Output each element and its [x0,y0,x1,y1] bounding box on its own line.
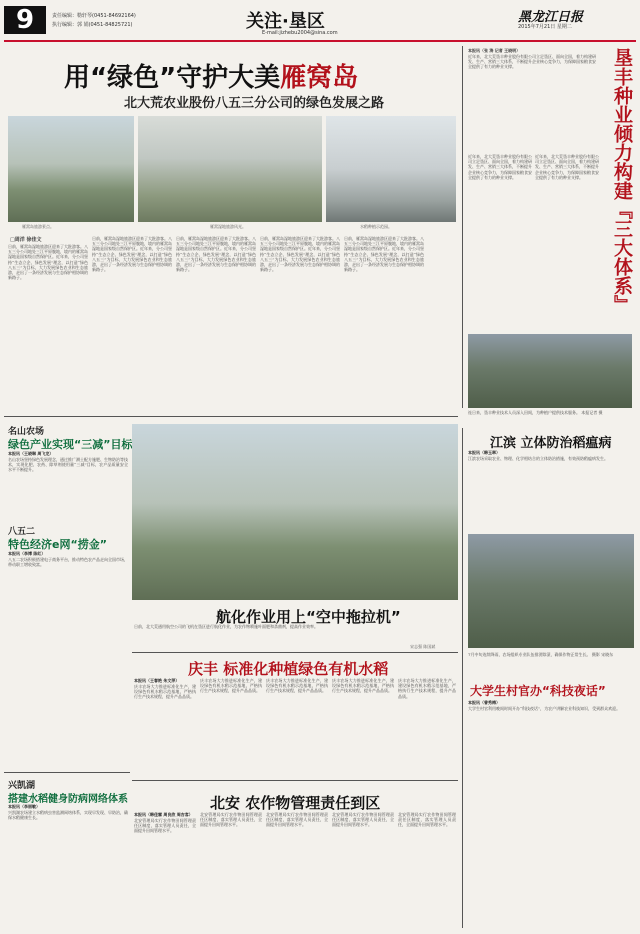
news-5-body: 兴凯湖农场建立水稻病虫害监测网络体系，实现早发现、早防治，确保水稻健康生长。 [8,810,128,821]
masthead: 黑龙江日报 [518,10,584,25]
side-body-col-1: 近年来，北大荒垦丰种业股份有限公司立足垦区、面向全国，着力构建研发、生产、营销三大体系，不断提升企业核心竞争力，为保障国家粮食安全提供了有力的种业支撑。 [468,154,532,180]
side-body-col-2: 近年来，北大荒垦丰种业股份有限公司立足垦区、面向全国，着力构建研发、生产、营销三大体系，不断提升企业核心竞争力，为保障国家粮食安全提供了有力的种业支撑。 [535,154,599,180]
news-8-body: 大学生村官利用晚间时间开办“科技夜话”，为农户讲解农业科技知识，受到群众欢迎。 [468,706,621,711]
news-5-title: 搭建水稻健身防病网络体系 [8,794,128,805]
main-headline-part-a: 用“绿色”守护大美 [64,63,281,93]
news-4-title: 庆丰 标准化种植绿色有机水稻 [188,660,389,678]
news-4-body-col-1: 庆丰农场大力推进标准化生产，建设绿色有机水稻示范基地，严格执行生产技术规程，提升产品品质。 [134,684,196,700]
editor-line-1: 责任编辑：勒轩琴(0451-84692164) [52,13,136,19]
news-3-title: 航化作业用上“空中拖拉机” [216,608,401,626]
email: E-mail:jizhebu2004@sina.com [262,30,338,36]
news-7-byline: 本报讯（韩玉翠） [468,450,500,455]
divider-4 [132,780,458,781]
divider-2 [132,652,458,653]
news-8-byline: 本报讯（曾秀梅） [468,700,500,705]
news-6-body-col-4: 北安管理局实行农作物田间管理责任区制度，落实管理人员责任，全面提升田间管理水平。 [332,812,394,828]
main-body-col-4: 日前，雁窝岛湿地旅游区迎来了大批游客。八五三分公司地处三江平原腹地，境内的雁窝岛湿地是国家级自然保护区。近年来，分公司坚持“生态立企、绿色发展”理念，以打造“绿色八五三”为目标，大力发展绿色农业和生态旅游，走出了一条经济发展与生态保护相协调的新路子。 [260,236,340,273]
divider-1 [4,416,458,417]
photo-wetland [138,116,322,222]
news-6-byline: 本报讯（韩佳霖 周良欣 周吉客） [134,812,193,817]
news-4-body-col-2: 庆丰农场大力推进标准化生产，建设绿色有机水稻示范基地，严格执行生产技术规程，提升产品品质。 [200,678,262,694]
main-body-col-1: 日前，雁窝岛湿地旅游区迎来了大批游客。八五三分公司地处三江平原腹地，境内的雁窝岛湿地是国家级自然保护区。近年来，分公司坚持“生态立企、绿色发展”理念，以打造“绿色八五三”为目标，大力发展绿色农业和生态旅游，走出了一条经济发展与生态保护相协调的新路子。 [8,244,88,281]
photo-rice-field [326,116,456,222]
photo-caption-1: 雁窝岛旅游景点。 [22,224,54,229]
divider-3 [4,772,130,773]
column-rule-2 [462,428,463,928]
news-2-title: 特色经济e网“捞金” [8,538,107,551]
news-4-body-col-4: 庆丰农场大力推进标准化生产，建设绿色有机水稻示范基地，严格执行生产技术规程，提升产品品质。 [332,678,394,694]
news-1-area: 名山农场 [8,427,45,437]
photo-caption-2: 雁窝湿地旅游风光。 [210,224,246,229]
photo-caption-3: 水稻种植示范园。 [360,224,392,229]
editor-line-2: 执行编辑：郭 娟(0451-84825721) [52,22,133,28]
news-5-byline: 本报讯（李丽敏） [8,804,40,809]
photo-drainage [468,534,634,648]
column-rule [462,46,463,408]
main-byline: □周洋 徐佳文 [10,237,42,243]
news-1-body: 名山农场坚持绿色发展理念，通过推广测土配方施肥、生物防治等技术，实现化肥、农药、除草剂使用量“三减”目标，农产品质量安全水平不断提升。 [8,457,128,473]
news-6-body-col-2: 北安管理局实行农作物田间管理责任区制度，落实管理人员责任，全面提升田间管理水平。 [200,812,262,828]
news-6-title: 北安 农作物管理责任到区 [210,794,381,812]
news-6-body-col-3: 北安管理局实行农作物田间管理责任区制度，落实管理人员责任，全面提升田间管理水平。 [266,812,328,828]
side-body-top: 近年来，北大荒垦丰种业股份有限公司立足垦区、面向全国，着力构建研发、生产、营销三大体系，不断提升企业核心竞争力，为保障国家粮食安全提供了有力的种业支撑。 [468,54,596,70]
photo-seed-technicians [468,334,632,408]
main-subhead: 北大荒农业股份八五三分公司的绿色发展之路 [124,96,385,111]
news-3-credit: 宋志强 陈国斌 [410,644,436,649]
news-6-body-col-5: 北安管理局实行农作物田间管理责任区制度，落实管理人员责任，全面提升田间管理水平。 [398,812,456,828]
news-8-photo-caption: 7月中旬连续降雨，农场组织专业队伍排涝除渍，确保作物正常生长。 摄影 宋晓东 [468,652,614,657]
main-body-col-5: 日前，雁窝岛湿地旅游区迎来了大批游客。八五三分公司地处三江平原腹地，境内的雁窝岛湿地是国家级自然保护区。近年来，分公司坚持“生态立企、绿色发展”理念，以打造“绿色八五三”为目标，大力发展绿色农业和生态旅游，走出了一条经济发展与生态保护相协调的新路子。 [344,236,424,273]
main-body-col-3: 日前，雁窝岛湿地旅游区迎来了大批游客。八五三分公司地处三江平原腹地，境内的雁窝岛湿地是国家级自然保护区。近年来，分公司坚持“生态立企、绿色发展”理念，以打造“绿色八五三”为目标，大力发展绿色农业和生态旅游，走出了一条经济发展与生态保护相协调的新路子。 [176,236,256,273]
news-4-byline: 本报讯（王春艳 朱文萍） [134,678,180,683]
news-2-byline: 本报讯（李博 陈红） [8,551,46,556]
section-title: 关注·垦区 [246,11,325,32]
news-8-title: 大学生村官办“科技夜话” [470,684,606,698]
news-3-caption: 日前，北大荒通用航空公司的飞机在垦区进行航化作业，为农作物喷施叶面肥和杀菌剂，提高作业效率。 [134,624,318,629]
issue-date: 2015年7月21日 星期二 [518,24,572,30]
news-7-body: 江滨农场采取农业、物理、化学相结合的立体防治措施，有效预防稻瘟病发生。 [468,456,608,461]
side-photo-caption: 连日来，垦丰种业技术人员深入田间，为种植户提供技术服务。 本报记者 摄 [468,410,603,415]
side-feature-title: 垦丰种业倾力构建『三大体系』 [611,48,633,314]
news-7-title: 江滨 立体防治稻瘟病 [490,436,612,451]
news-2-body: 八五二农场积极搭建电子商务平台，推动特色农产品走向全国市场，带动职工增收致富。 [8,557,128,568]
side-byline: 本报讯（张 涛 记者 王晓明） [468,48,521,53]
main-headline-part-b: 雁窝岛 [280,63,359,93]
news-1-byline: 本报讯（王晓琳 周飞龙） [8,451,54,456]
news-6-body-col-1: 北安管理局实行农作物田间管理责任区制度，落实管理人员责任，全面提升田间管理水平。 [134,818,196,834]
news-2-area: 八五二 [8,527,36,537]
news-1-title: 绿色产业实现“三减”目标 [8,438,133,451]
news-5-area: 兴凯湖 [8,781,36,791]
page-number: 9 [4,6,46,34]
news-4-body-col-3: 庆丰农场大力推进标准化生产，建设绿色有机水稻示范基地，严格执行生产技术规程，提升产品品质。 [266,678,328,694]
header-rule [4,40,636,42]
main-body-col-2: 日前，雁窝岛湿地旅游区迎来了大批游客。八五三分公司地处三江平原腹地，境内的雁窝岛湿地是国家级自然保护区。近年来，分公司坚持“生态立企、绿色发展”理念，以打造“绿色八五三”为目标，大力发展绿色农业和生态旅游，走出了一条经济发展与生态保护相协调的新路子。 [92,236,172,273]
main-headline [64,57,358,94]
photo-aviation [132,424,458,600]
news-4-body-col-5: 庆丰农场大力推进标准化生产，建设绿色有机水稻示范基地，严格执行生产技术规程，提升产品品质。 [398,678,456,699]
photo-yanwo-island [8,116,134,222]
